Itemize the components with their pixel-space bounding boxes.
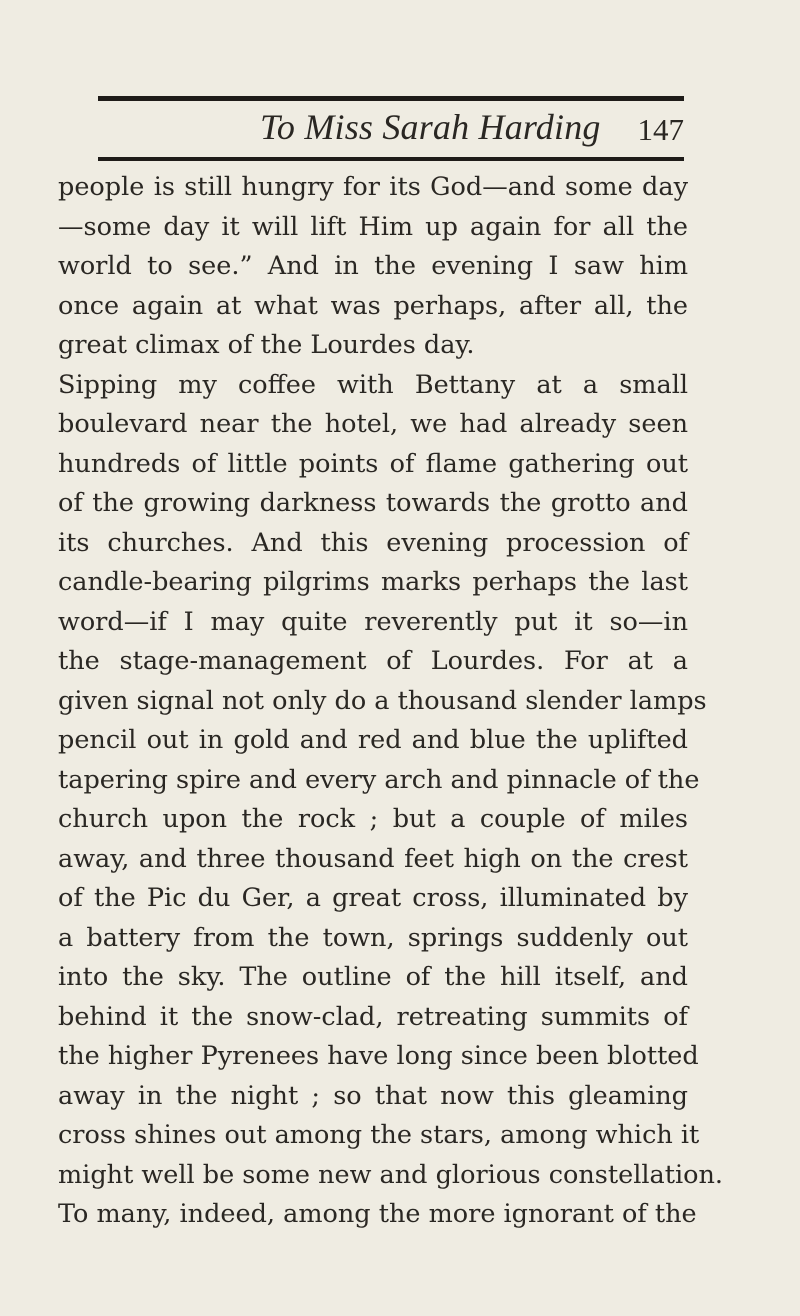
text-line: —some day it will lift Him up again for all the	[58, 211, 688, 242]
text-line: the higher Pyrenees have long since been blotted	[58, 1041, 699, 1071]
header-rule-top	[98, 96, 684, 101]
text-line: people is still hungry for its God—and some day	[58, 172, 688, 202]
text-line: cross shines out among the stars, among which it	[58, 1120, 700, 1150]
text-line: a battery from the town, springs suddenly out	[58, 922, 688, 953]
text-line: into the sky. The outline of the hill itself, and	[58, 962, 688, 992]
text-line: candle-bearing pilgrims marks perhaps the last	[58, 567, 688, 597]
text-line: away in the night ; so that now this gleaming	[58, 1080, 688, 1111]
running-title: To Miss Sarah Harding	[260, 107, 601, 147]
text-line: world to see.” And in the evening I saw him	[58, 251, 688, 281]
text-line: Sipping my coffee with Bettany at a small	[58, 369, 688, 400]
text-line: great climax of the Lourdes day.	[58, 330, 475, 360]
text-line: To many, indeed, among the more ignorant of the	[58, 1199, 697, 1229]
text-line: given signal not only do a thousand slender lamps	[58, 685, 707, 716]
running-head	[98, 104, 684, 154]
header-rule-bottom	[98, 157, 684, 161]
text-line: hundreds of little points of flame gathering out	[58, 448, 688, 479]
text-line: behind it the snow-clad, retreating summits of	[58, 1001, 688, 1032]
text-line: word—if I may quite reverently put it so—in	[58, 606, 688, 637]
text-line: boulevard near the hotel, we had already seen	[58, 409, 688, 439]
text-line: its churches. And this evening procession of	[58, 527, 688, 558]
text-line: of the growing darkness towards the grotto and	[58, 488, 688, 518]
text-line: the stage-management of Lourdes. For at a	[58, 646, 688, 676]
text-line: away, and three thousand feet high on the crest	[58, 843, 688, 874]
page-number: 147	[637, 112, 684, 147]
text-line: pencil out in gold and red and blue the uplifted	[58, 725, 688, 755]
body-text	[58, 168, 724, 1235]
text-line: once again at what was perhaps, after all, the	[58, 290, 688, 321]
text-line: might well be some new and glorious constellation.	[58, 1159, 724, 1190]
text-line: of the Pic du Ger, a great cross, illuminated by	[58, 883, 688, 913]
text-line: church upon the rock ; but a couple of miles	[58, 804, 688, 834]
text-line: tapering spire and every arch and pinnacle of the	[58, 764, 700, 795]
